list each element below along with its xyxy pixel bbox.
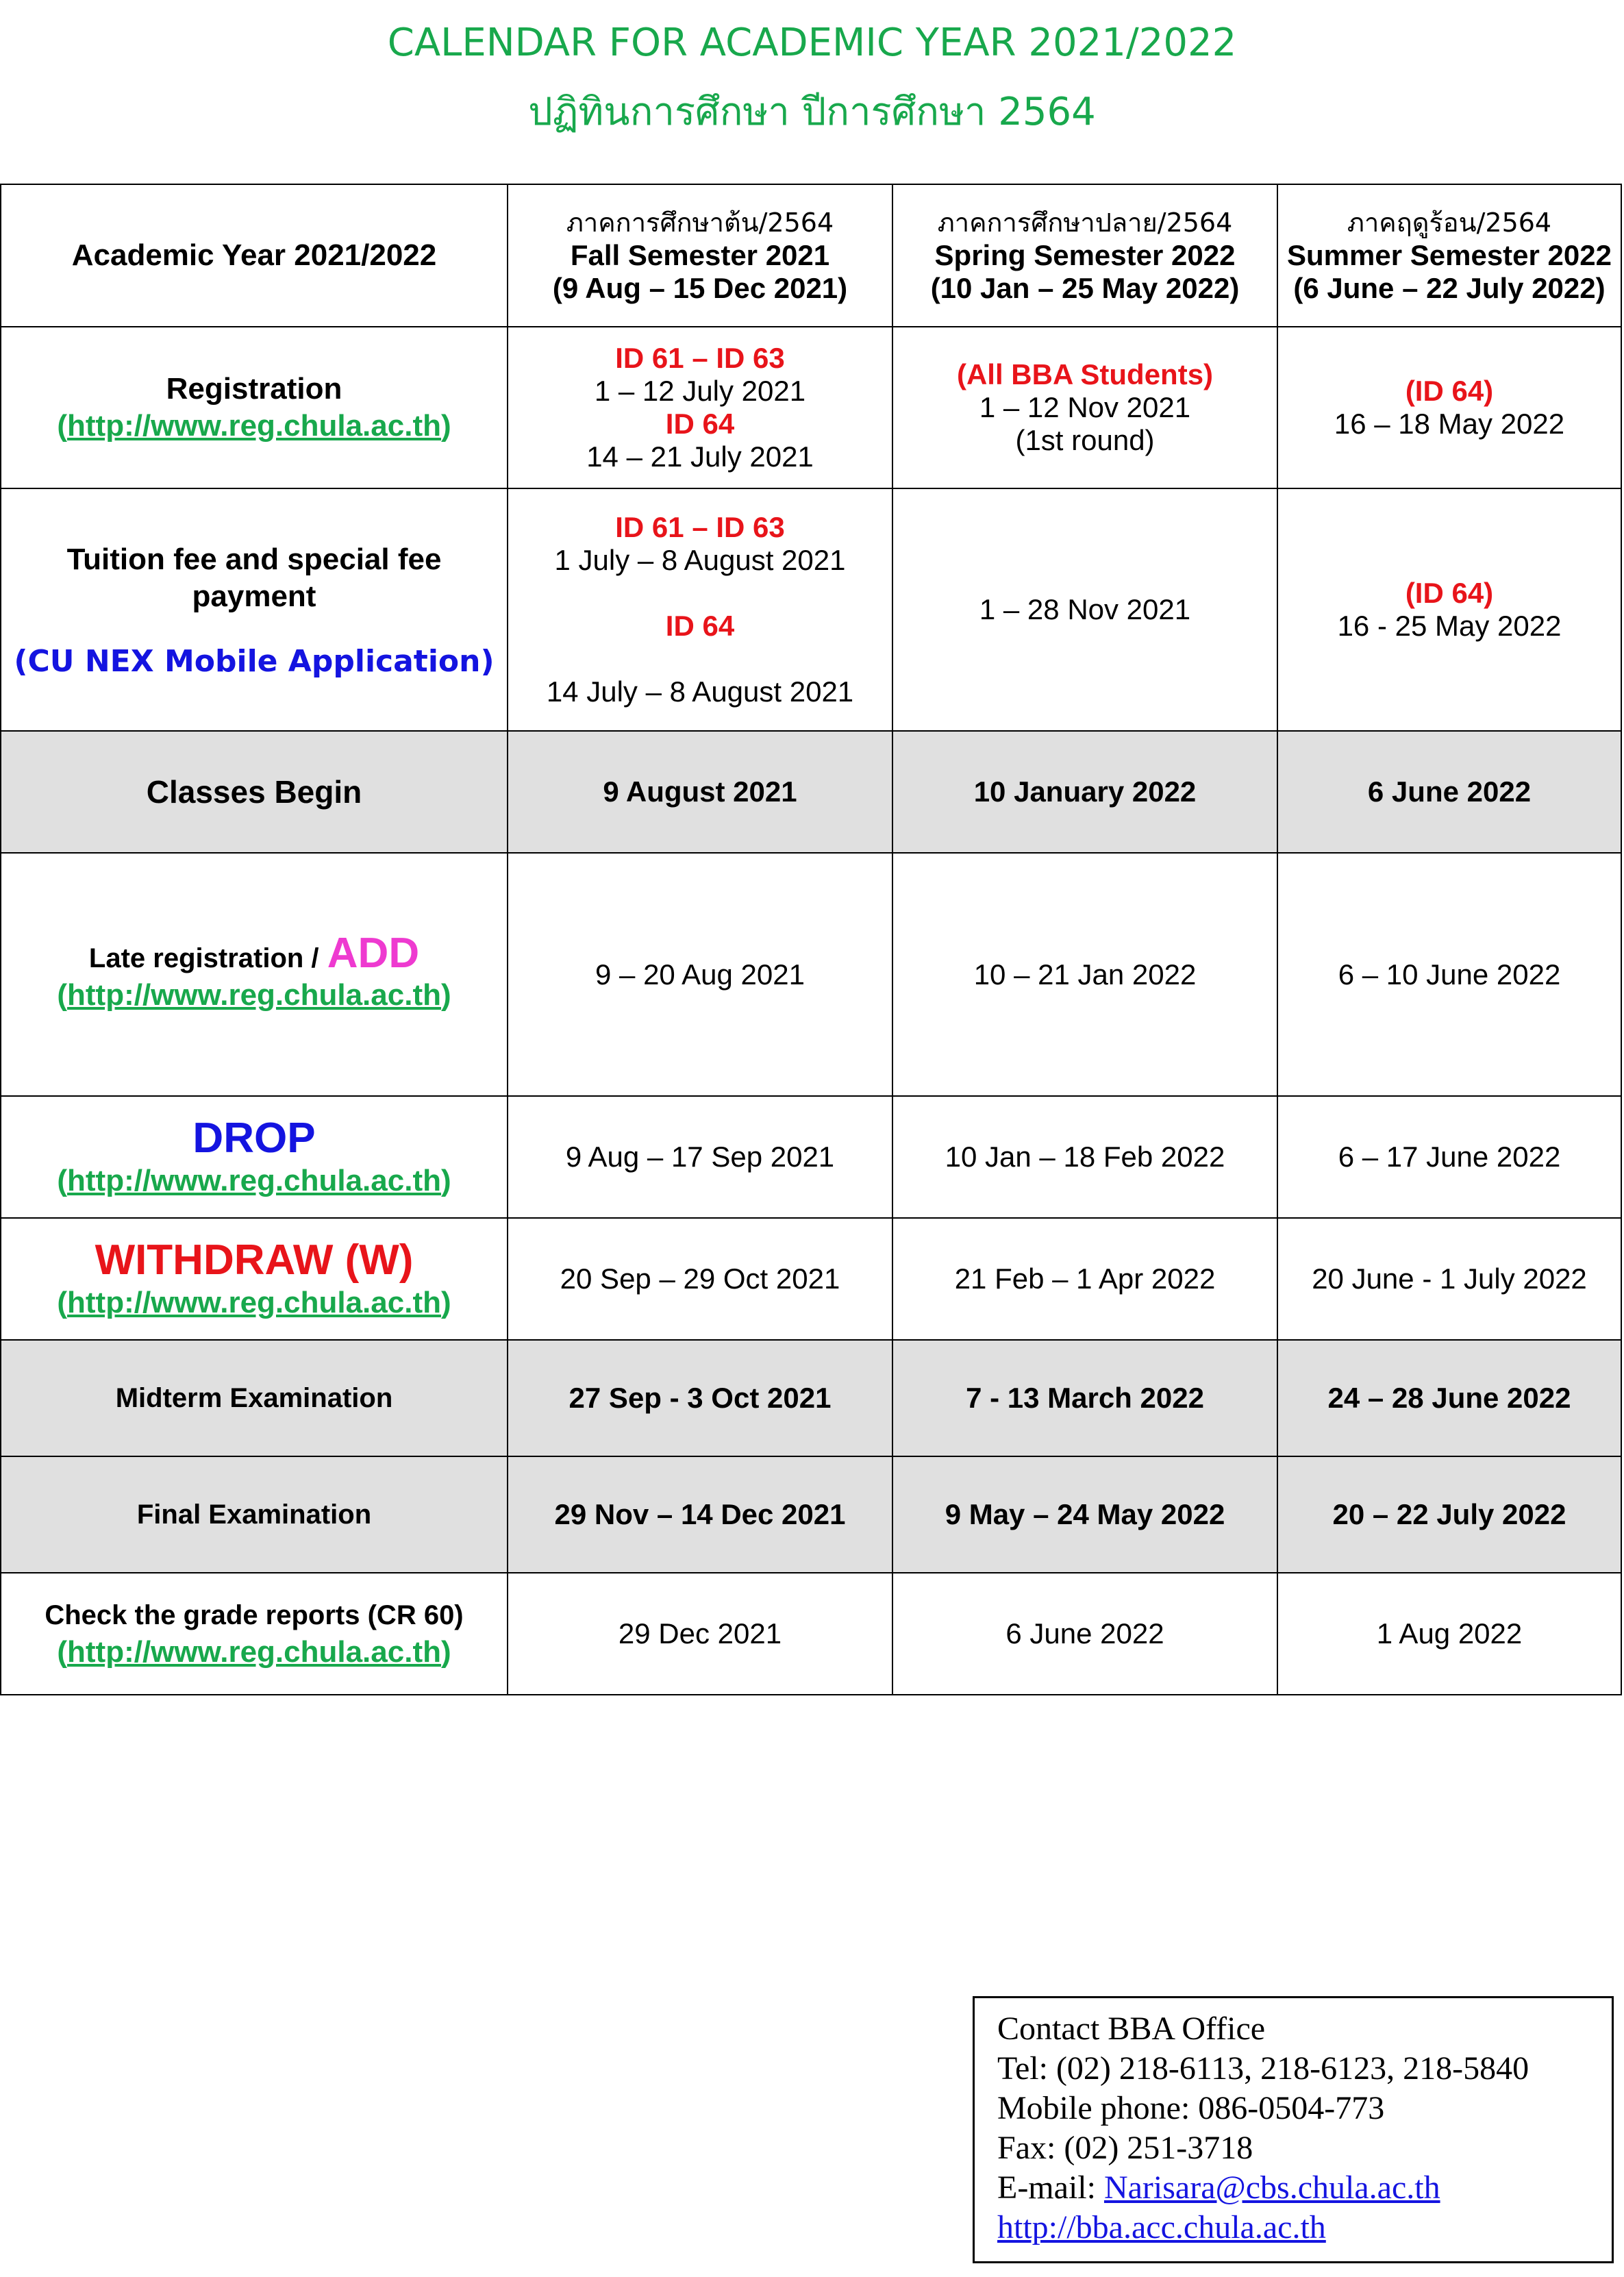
summer-thai-label: ภาคฤดูร้อน/2564	[1347, 208, 1552, 238]
contact-tel: Tel: (02) 218-6113, 218-6123, 218-5840	[997, 2050, 1529, 2087]
spring-header	[892, 184, 1277, 327]
withdraw-label: WITHDRAW (W)	[95, 1236, 414, 1284]
reg-summer-id: (ID 64)	[1405, 375, 1494, 407]
classes-begin-fall: 9 August 2021	[508, 731, 892, 853]
midterm-spring: 7 - 13 March 2022	[892, 1340, 1277, 1456]
grades-label: Check the grade reports (CR 60)	[45, 1600, 464, 1630]
withdraw-label-cell: WITHDRAW (W) (http://www.reg.chula.ac.th)	[1, 1218, 508, 1340]
tuition-spring-date: 1 – 28 Nov 2021	[979, 593, 1191, 625]
academic-year-label: Academic Year 2021/2022	[71, 238, 437, 272]
classes-begin-row	[1, 731, 1621, 853]
reg-fall-id2: ID 64	[665, 408, 735, 440]
drop-label: DROP	[192, 1115, 316, 1162]
summer-semester-range: (6 June – 22 July 2022)	[1293, 272, 1606, 304]
reg-spring-note: (All BBA Students)	[956, 358, 1214, 390]
contact-heading: Contact BBA Office	[997, 2011, 1266, 2047]
late-registration-fall: 9 – 20 Aug 2021	[508, 853, 892, 1096]
classes-begin-label: Classes Begin	[146, 774, 362, 810]
spring-semester-name: Spring Semester 2022	[934, 239, 1236, 271]
cu-nex-app-label: (CU NEX Mobile Application)	[14, 644, 495, 679]
withdraw-fall: 20 Sep – 29 Oct 2021	[508, 1218, 892, 1340]
late-registration-label-cell: Late registration / ADD (http://www.reg.chula.ac.th)	[1, 853, 508, 1096]
tuition-fall	[508, 488, 892, 731]
classes-begin-spring: 10 January 2022	[892, 731, 1277, 853]
midterm-summer: 24 – 28 June 2022	[1277, 1340, 1621, 1456]
reg-fall-date2: 14 – 21 July 2021	[586, 440, 814, 473]
reg-summer-date: 16 – 18 May 2022	[1334, 408, 1565, 440]
tuition-fall-date2: 14 July – 8 August 2021	[546, 675, 854, 708]
drop-label-cell: DROP (http://www.reg.chula.ac.th)	[1, 1096, 508, 1218]
summer-semester-name: Summer Semester 2022	[1287, 239, 1612, 271]
grades-row	[1, 1573, 1621, 1695]
midterm-label: Midterm Examination	[115, 1383, 393, 1413]
grades-label-cell: Check the grade reports (CR 60) (http://www.reg.chula.ac.th)	[1, 1573, 508, 1695]
tuition-summer-id: (ID 64)	[1405, 577, 1494, 609]
grades-summer: 1 Aug 2022	[1277, 1573, 1621, 1695]
registration-label: Registration	[166, 372, 342, 406]
page-title: CALENDAR FOR ACADEMIC YEAR 2021/2022	[387, 21, 1237, 65]
drop-row	[1, 1096, 1621, 1218]
fall-semester-name: Fall Semester 2021	[570, 239, 830, 271]
reg-link[interactable]: http://www.reg.chula.ac.th	[67, 1286, 441, 1319]
tuition-spring	[892, 488, 1277, 731]
tuition-fall-date1: 1 July – 8 August 2021	[554, 544, 846, 576]
tuition-summer	[1277, 488, 1621, 731]
tuition-row	[1, 488, 1621, 731]
reg-spring-round: (1st round)	[1015, 424, 1155, 456]
drop-spring: 10 Jan – 18 Feb 2022	[892, 1096, 1277, 1218]
add-label: ADD	[327, 930, 420, 977]
registration-fall	[508, 327, 892, 488]
contact-mobile: Mobile phone: 086-0504-773	[997, 2090, 1385, 2126]
tuition-label-line1: Tuition fee and special fee	[66, 543, 442, 576]
final-spring: 9 May – 24 May 2022	[892, 1456, 1277, 1573]
late-registration-summer: 6 – 10 June 2022	[1277, 853, 1621, 1096]
late-registration-row	[1, 853, 1621, 1096]
grades-spring: 6 June 2022	[892, 1573, 1277, 1695]
registration-row	[1, 327, 1621, 488]
withdraw-summer: 20 June - 1 July 2022	[1277, 1218, 1621, 1340]
corner-cell	[1, 184, 508, 327]
midterm-row	[1, 1340, 1621, 1456]
final-fall: 29 Nov – 14 Dec 2021	[508, 1456, 892, 1573]
tuition-label-cell	[1, 488, 508, 731]
drop-summer: 6 – 17 June 2022	[1277, 1096, 1621, 1218]
header-row	[1, 184, 1621, 327]
late-registration-spring: 10 – 21 Jan 2022	[892, 853, 1277, 1096]
final-label: Final Examination	[136, 1500, 372, 1530]
website-link[interactable]: http://bba.acc.chula.ac.th	[997, 2209, 1326, 2245]
tuition-summer-date: 16 - 25 May 2022	[1337, 610, 1562, 642]
page-title-thai: ปฏิทินการศึกษา ปีการศึกษา 2564	[528, 90, 1096, 134]
reg-fall-date1: 1 – 12 July 2021	[594, 375, 806, 407]
reg-link[interactable]: http://www.reg.chula.ac.th	[67, 978, 441, 1012]
midterm-fall: 27 Sep - 3 Oct 2021	[508, 1340, 892, 1456]
fall-thai-label: ภาคการศึกษาต้น/2564	[566, 208, 834, 238]
tuition-fall-id2: ID 64	[665, 610, 735, 642]
registration-label-cell: Registration (http://www.reg.chula.ac.th)	[1, 327, 508, 488]
spring-semester-range: (10 Jan – 25 May 2022)	[930, 272, 1240, 304]
final-row	[1, 1456, 1621, 1573]
academic-calendar-table	[0, 184, 1622, 1695]
registration-spring	[892, 327, 1277, 488]
drop-fall: 9 Aug – 17 Sep 2021	[508, 1096, 892, 1218]
tuition-fall-id1: ID 61 – ID 63	[615, 511, 785, 543]
classes-begin-summer: 6 June 2022	[1277, 731, 1621, 853]
classes-begin-label-cell	[1, 731, 508, 853]
late-registration-label: Late registration /	[88, 943, 319, 973]
withdraw-spring: 21 Feb – 1 Apr 2022	[892, 1218, 1277, 1340]
contact-email-line	[997, 2168, 1612, 2208]
grades-fall: 29 Dec 2021	[508, 1573, 892, 1695]
spring-thai-label: ภาคการศึกษาปลาย/2564	[937, 208, 1233, 238]
fall-header	[508, 184, 892, 327]
summer-header	[1277, 184, 1621, 327]
registration-summer	[1277, 327, 1621, 488]
midterm-label-cell	[1, 1340, 508, 1456]
withdraw-row	[1, 1218, 1621, 1340]
fall-semester-range: (9 Aug – 15 Dec 2021)	[552, 272, 848, 304]
reg-link[interactable]: http://www.reg.chula.ac.th	[67, 1635, 441, 1669]
email-label: E-mail:	[997, 2169, 1104, 2206]
contact-fax: Fax: (02) 251-3718	[997, 2130, 1253, 2166]
reg-fall-id1: ID 61 – ID 63	[615, 342, 785, 374]
contact-box	[973, 1996, 1614, 2263]
final-label-cell	[1, 1456, 508, 1573]
reg-link[interactable]: http://www.reg.chula.ac.th	[67, 1164, 441, 1197]
tuition-label-line2: payment	[192, 580, 316, 613]
email-link[interactable]: Narisara@cbs.chula.ac.th	[1103, 2169, 1440, 2206]
reg-spring-date: 1 – 12 Nov 2021	[979, 391, 1191, 423]
final-summer: 20 – 22 July 2022	[1277, 1456, 1621, 1573]
reg-link[interactable]: http://www.reg.chula.ac.th	[67, 409, 441, 443]
